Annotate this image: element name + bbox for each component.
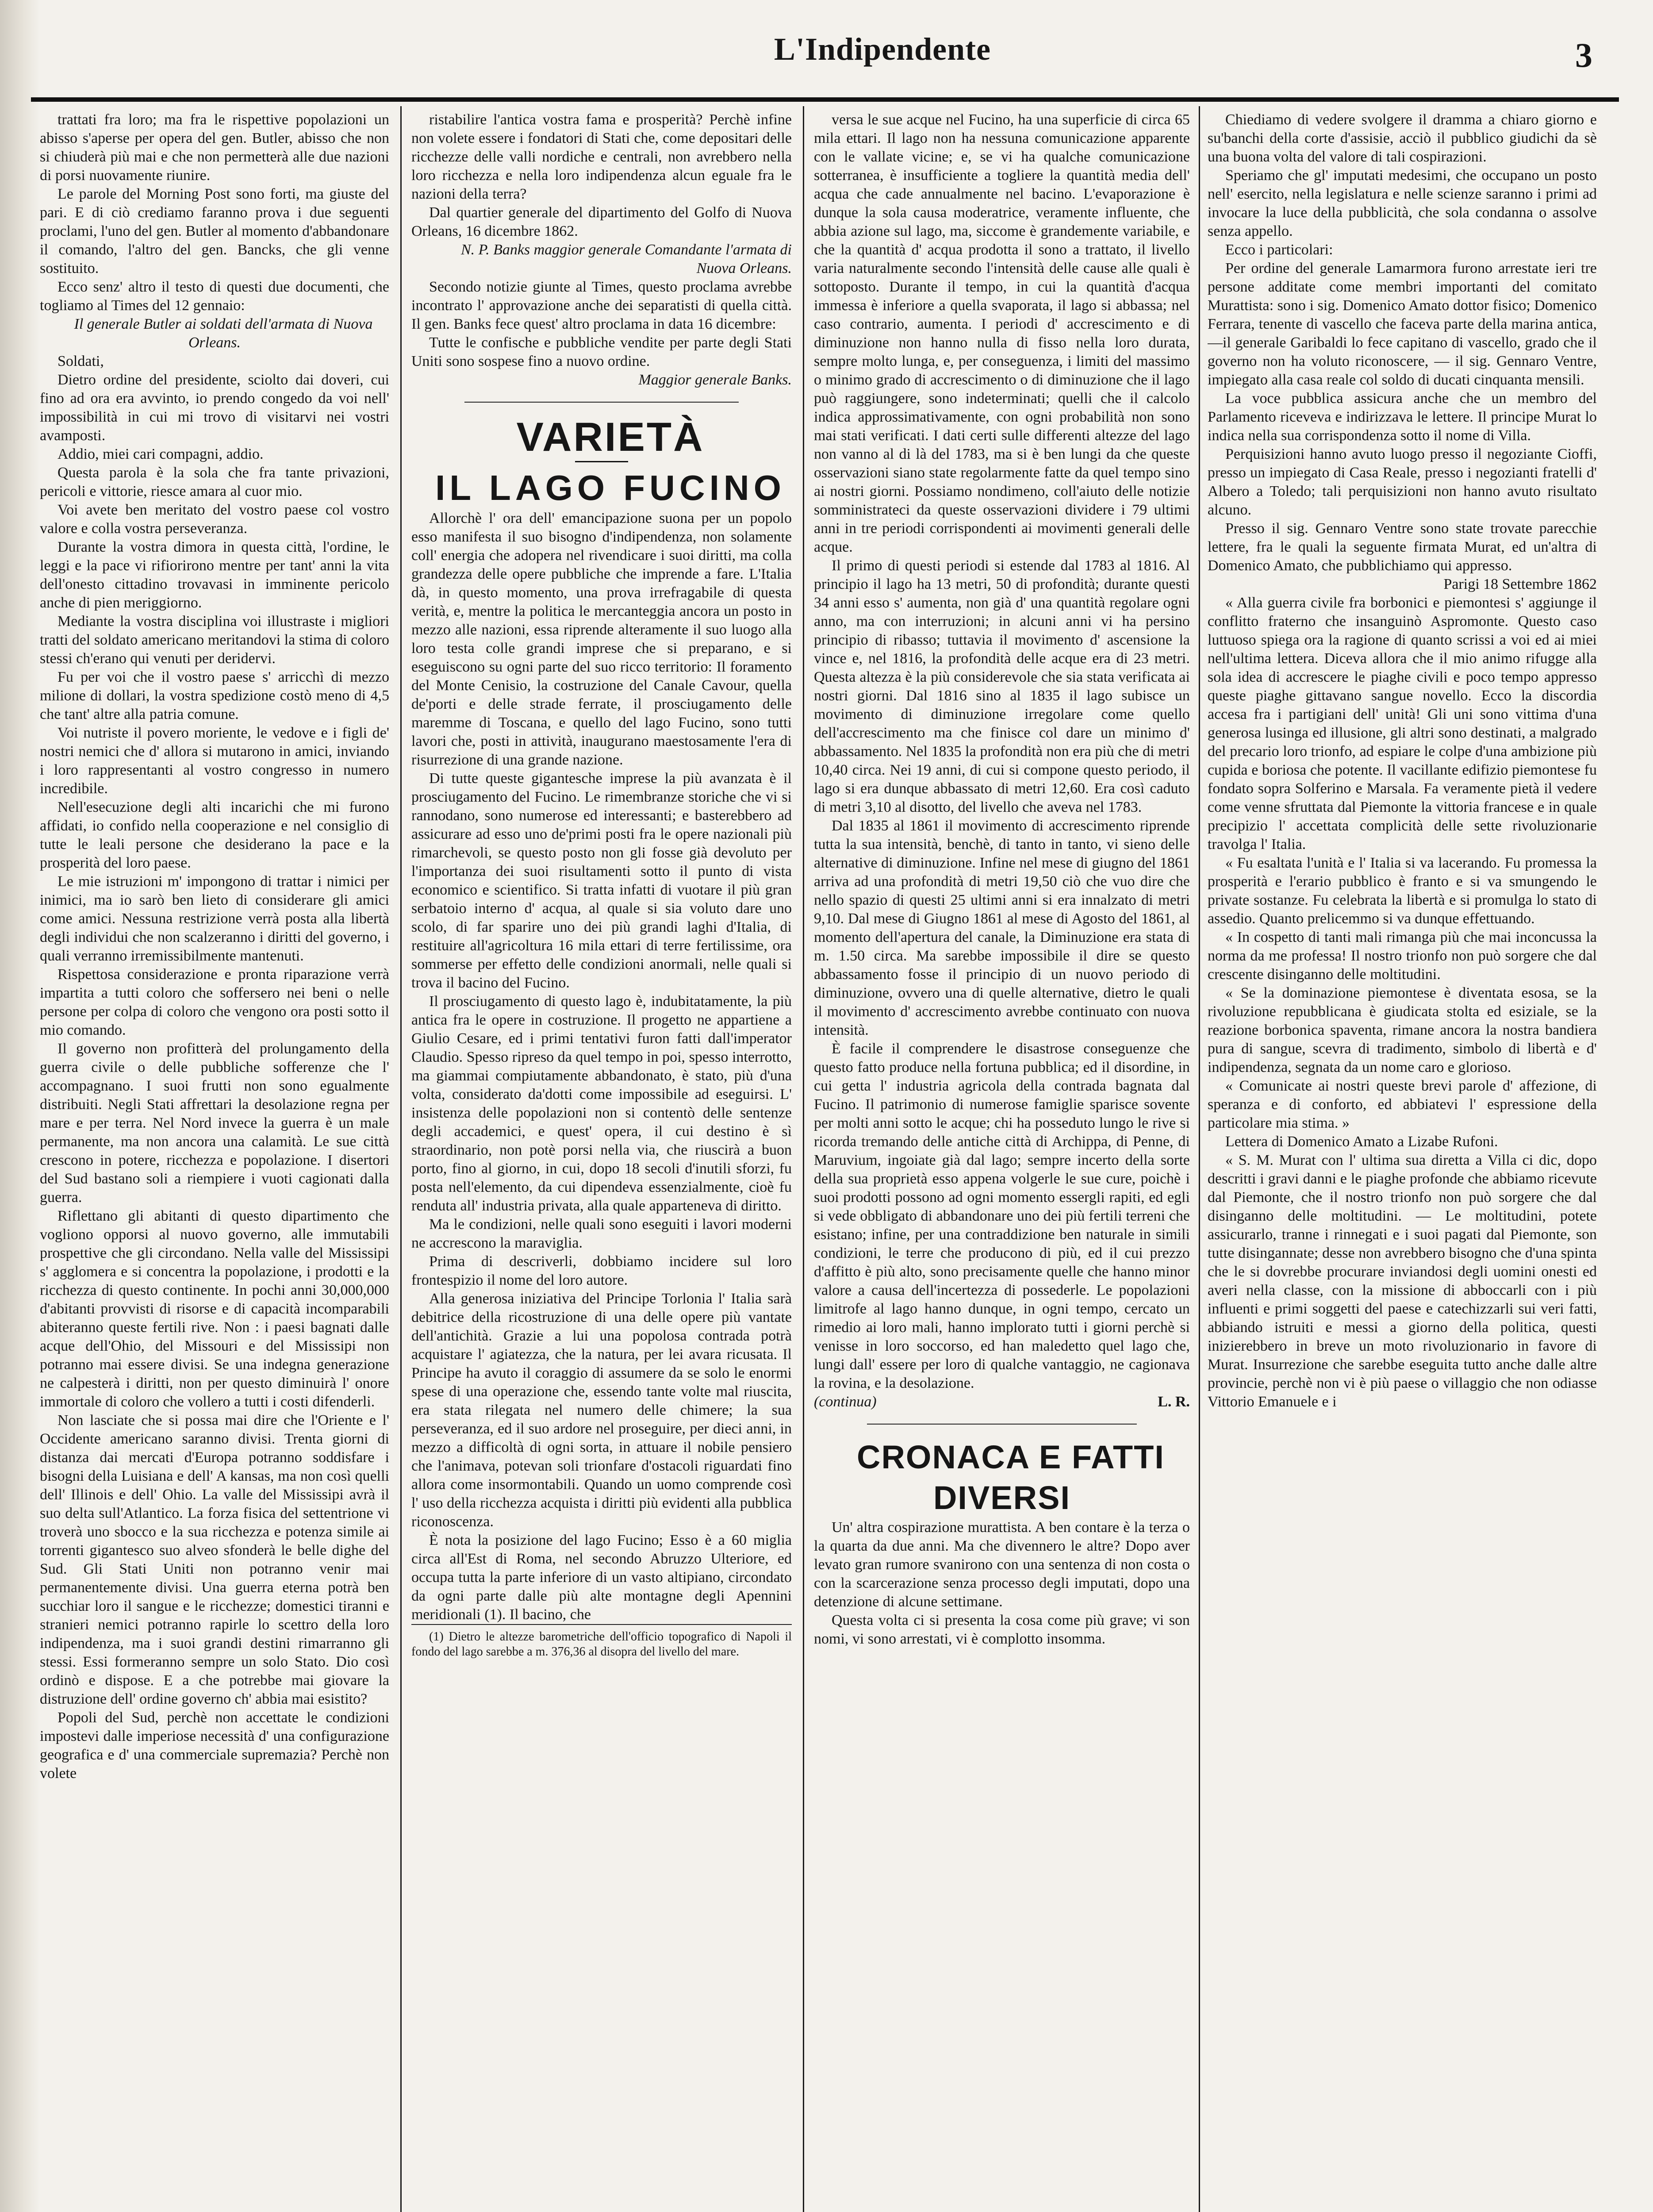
paragraph: Alla generosa iniziativa del Principe Torlonia l' Italia sarà debitrice della ricostruzione di una delle opere più vantate dell'antichità. Grazie a lui una popolosa contrada potrà acquistare l' agiatezza, che la natura, per lei avara ricusata. Il Principe ha avuto il coraggio di assumere da se solo le enormi spese di una operazione che, essendo tante volte mal riuscita, era stata rilegata nel numero delle chimere; la sua perseveranza, ed il suo ardore nel proseguire, per dieci anni, in mezzo a difficoltà di ogni sorta, in attuare il nobile pensiero che l'animava, potevan soli trionfare d'ostacoli riguardati fino allora come insormontabili. Quando un uomo comprende così l' uso della ricchezza acquista i diritti più evidenti alla pubblica riconoscenza. — [411, 1290, 792, 1530]
column-2 — [411, 111, 792, 2212]
paragraph: Dietro ordine del presidente, sciolto dai doveri, cui fino ad ora era avvinto, io prendo congedo da voi nell' impossibilità in cui mi trovo di visitarvi nei vostri avamposti. — [40, 372, 389, 444]
article-end — [814, 1393, 1190, 1411]
page-number: 3 — [1575, 36, 1592, 74]
paragraph: « Se la dominazione piemontese è diventata esosa, se la rivoluzione repubblicana è giudicata stolta ed esiziale, se la reazione borbonica spaventa, rimane ancora la nostra bandiera pura di sangue, scevra di tradimento, simbolo di libertà e d' indipendenza, segnata da un nome caro e glorioso. — [1208, 985, 1597, 1075]
paragraph: È facile il comprendere le disastrose conseguenze che questo fatto produce nella fortuna pubblica; ed il disordine, in cui getta l' industria agricola della contrada bagnata dal Fucino. Il patrimonio di numerose famiglie sparisce sovente per molti anni sotto le acque; chi ha posseduto lungo le rive si ricorda tremando delle antiche città di Archippa, di Penne, di Maruvium, ingoiate già dal lago; sempre incerto della sorte della sua proprietà esso appena volgerle le sue cure, poichè i suoi prodotti possono ad ogni momento essergli rapiti, ed egli si vede obbligato di abbandonare uno dei più fertili terreni che esistano; infine, per una contraddizione ben naturale in simili condizioni, le terre che producono di più, ed il cui prezzo d'affitto è più alto, sono precisamente quelle che hanno minor valore a causa dell'incertezza di possederle. Le popolazioni limitrofe al lago hanno dunque, in ogni tempo, cercato un rimedio ai loro mali, hanno implorato tutti i giorni perchè si venisse in loro soccorso, ed han maledetto quel lago che, lungi dall' essere per loro di qualche vantaggio, ne cagionava la rovina, e la desolazione. — [814, 1041, 1190, 1391]
paragraph: È nota la posizione del lago Fucino; Esso è a 60 miglia circa all'Est di Roma, nel secondo Abruzzo Ulteriore, ed occupa tutta la parte inferiore di un vasto altipiano, circondato da ogni parte dalle più alte montagne degli Apennini meridionali (1). Il bacino, che — [411, 1532, 792, 1623]
section-rule — [464, 402, 739, 403]
signature: N. P. Banks maggior generale Comandante l'armata di Nuova Orleans. — [461, 242, 792, 276]
paragraph: Addio, miei cari compagni, addio. — [58, 446, 264, 462]
section-heading-varieta: VARIETÀ — [516, 415, 705, 460]
paragraph: Lettera di Domenico Amato a Lizabe Rufoni. — [1225, 1133, 1498, 1150]
paragraph: Per ordine del generale Lamarmora furono arrestate ieri tre persone additate come membri importanti del comitato Murattista: sono i sig. Domenico Amato dottor fisico; Domenico Ferrara, tenente di vascello che faceva parte della marina antica,—il generale Garibaldi lo fece capitano di vascello, grado che il governo non ha voluto riconoscere, — il sig. Gennaro Ventre, impiegato alla casa reale col soldo di ducati cinquanta mensili. — [1208, 260, 1597, 388]
paragraph: « In cospetto di tanti mali rimanga più che mai inconcussa la norma da me professa! Il nostro trionfo non può sorgere che dal crescente disinganno delle moltitudini. — [1208, 929, 1597, 983]
paragraph: Speriamo che gl' imputati medesimi, che occupano un posto nell' esercito, nella legislatura e nelle scienze saranno i primi ad invocare la luce della pubblicità, che sola condanna o assolve senza appello. — [1208, 167, 1597, 239]
paragraph: Rispettosa considerazione e pronta riparazione verrà impartita a tutti coloro che soffersero nei beni o nelle persone per colpa di coloro che vengono ora posti sotto il mio comando. — [40, 966, 389, 1038]
paragraph: Il primo di questi periodi si estende dal 1783 al 1816. Al principio il lago ha 13 metri, 50 di profondità; durante questi 34 anni esso s' aumenta, non già d' una quantità regolare ogni anno, ma con interruzioni; in alcuni anni vi ha persino principio di ribasso; tuttavia il movimento d' ascensione la vince e, nel 1816, la profondità delle acque era di 23 metri. Questa altezza è la più considerevole che sia stata verificata ai nostri giorni. Dal 1816 sino al 1835 il lago subisce un movimento di diminuzione irregolare come quello dell'accrescimento ma che finisce col dare un minimo d' abbassamento. Nel 1835 la profondità non era più che di metri 10,40 circa. Nei 19 anni, di cui si compone questo periodo, il lago si era dunque abbassato di metri 12,60. Era così caduto di metri 3,10 al disotto, del livello che aveva nel 1783. — [814, 557, 1190, 815]
paragraph: Questa parola è la sola che fra tante privazioni, pericoli e vittorie, riesce amara al cuor mio. — [40, 465, 389, 499]
paragraph: versa le sue acque nel Fucino, ha una superficie di circa 65 mila ettari. Il lago non ha nessuna comunicazione apparente con le vallate vicine; e, se vi ha qualche comunicazione sotterranea, è insufficiente a togliere la quantità media dell' acqua che cade annualmente nel bacino. L'evaporazione è dunque la sola causa moderatrice, veramente influente, che abbia azione sul lago, ma, siccome è grandemente variabile, e che la quantità d' acqua prodotta il sono a trattato, il livello varia naturalmente secondo l'intensità delle cause alle quali è sottoposto. Durante il tempo, in cui la quantità d'acqua immessa è inferiore a quella svaporata, il lago si abbassa; nel caso contrario, aumenta. I periodi d' accrescimento e di diminuzione non hanno nulla di fisso nella loro durata, sempre molto lunga, e, per conseguenza, i limiti del massimo o minimo grado di accrescimento o di diminuzione che il lago può raggiungere, sono indeterminati; quelli che il calcolo indica approssimativamente, con ogni probabilità non sono mai stati verificati. I dati certi sulle differenti altezze del lago non vanno al di là del 1783, ma si è ben lungi da che queste osservazioni siano state regolarmente fatte da quel tempo sino ai nostri giorni. Possiamo nondimeno, coll'aiuto delle notizie somministrateci da queste osservazioni dividere i 79 ultimi anni in tre periodi corrispondenti ai movimenti generali delle acque. — [814, 111, 1190, 555]
paragraph: Secondo notizie giunte al Times, questo proclama avrebbe incontrato l' approvazione anche dei separatisti di quella città. Il gen. Banks fece quest' altro proclama in data 16 dicembre: — [411, 279, 792, 332]
paragraph: « Comunicate ai nostri queste brevi parole d' affezione, di speranza e di conforto, ed abbiatevi l' espressione della particolare mia stima. » — [1208, 1078, 1597, 1131]
paragraph: Le mie istruzioni m' impongono di trattar i nimici per inimici, ma io sarò ben lieto di considerare gli amici come amici. Nessuna restrizione verrà posta alla libertà degli individui che non scalzeranno i diritti del governo, i quali verranno irremissibilmente mantenuti. — [40, 873, 389, 964]
paragraph: Le parole del Morning Post sono forti, ma giuste del pari. E di ciò crediamo faranno prova i due seguenti proclami, l'uno del gen. Butler al momento d'abbandonare il comando, l'altro del gen. Bancks, che gli venne sostituito. — [40, 186, 389, 276]
paragraph: Perquisizioni hanno avuto luogo presso il negoziante Cioffi, presso un impiegato di Casa Reale, presso i negozianti fratelli d' Albero a Toledo; tali perquisizioni non hanno avuto risultato alcuno. — [1208, 446, 1597, 518]
binding-edge — [0, 0, 40, 2212]
paragraph: Voi nutriste il povero moriente, le vedove e i figli de' nostri nemici che d' allora si mutarono in amici, inviando i loro rappresentanti al vostro congresso in numero incredibile. — [40, 725, 389, 797]
paragraph: Allorchè l' ora dell' emancipazione suona per un popolo esso manifesta il suo bisogno d'indipendenza, non solamente coll' energia che adopera nel rivendicare i suoi diritti, ma colla grandezza delle opere pubbliche che imprende a fare. L'Italia dà, in questo momento, una prova irrefragabile di questa verità, e, mentre la politica le mercanteggia ancora un posto in mezzo alle nazioni, essa riprende alteramente il suo luogo alla loro testa colle grandi imprese che si preparano, e si eseguiscono su ogni parte del suo ricco territorio: Il foramento del Monte Cenisio, la costruzione del Canale Cavour, quella de'porti e delle strade ferrate, il prosciugamento delle maremme di Toscana, e quello del lago Fucino, sono tutti lavori che, posti in attività, inaugurano maestosamente l'era di risurrezione di una grande nazione. — [411, 510, 792, 768]
paragraph: Tutte le confische e pubbliche vendite per parte degli Stati Uniti sono sospese fino a nuovo ordine. — [411, 334, 792, 369]
paragraph: Prima di descriverli, dobbiamo incidere sul loro frontespizio il nome del loro autore. — [411, 1253, 792, 1288]
paragraph: trattati fra loro; ma fra le rispettive popolazioni un abisso s'aperse per opera del gen. Butler, abisso che non si chiuderà più mai e che non permetterà alle due nazioni di porsi nuovamente riunire. — [40, 111, 389, 184]
paragraph: Dal 1835 al 1861 il movimento di accrescimento riprende tutta la sua intensità, benchè, di tanto in tanto, vi sieno delle alternative di diminuzione. Infine nel mese di giugno del 1861 arriva ad una profondità di metri 19,50 ciò che vuo dire che nello spazio di questi 25 ultimi anni si era innalzato di metri 9,10. Dal mese di Giugno 1861 al mese di Agosto del 1861, al momento dell'apertura del canale, la Diminuzione era stata di m. 1.50 circa. Ma sarebbe impossibile il dire se questo abbassamento fosse il principio di un nuovo periodo di diminuzione, ovvero una di quelle alternative, dietro le quali il movimento d' accrescimento avrebbe continuato con nuova intensità. — [814, 818, 1190, 1038]
section-heading-cronaca: CRONACA E FATTI DIVERSI — [857, 1439, 1165, 1516]
column-divider — [803, 106, 804, 2212]
paragraph: Il prosciugamento di questo lago è, indubitatamente, la più antica fra le opere in costruzione. Il progetto ne appartiene a Giulio Cesare, ed i primi tentativi furon fatti dall'imperator Claudio. Spesso ripreso da quel tempo in poi, spesso interrotto, ma giammai compiutamente abbandonato, è stato, più d'una volta, considerato da'dotti come impossibile ad eseguirsi. L' insistenza delle popolazioni non si contentò delle sentenze degli accademici, e quest' opera, il cui destino è sì straordinario, non potè porsi nella via, che riuscirà a buon porto, fino al giorno, in cui, dopo 18 secoli d'inutili sforzi, fu posta nell'elemento, da cui dipendeva essenzialmente, cioè fu renduta all' industria privata, alla quale apparteneva di diritto. — [411, 993, 792, 1214]
column-4 — [1208, 111, 1597, 2212]
signature: Maggior generale Banks. — [638, 372, 792, 388]
paragraph: « S. M. Murat con l' ultima sua diretta a Villa ci dic, dopo descritti i gravi danni e le piaghe profonde che abbiamo ricevute dal Piemonte, che il nostro trionfo non può sorgere che dal disinganno delle moltitudini. — Le moltitudini, potete assicurarlo, tranne i rinnegati e i suoi pagati dal Piemonte, son tutte disingannate; desse non avrebbero bisogno che d'una spinta che le si dovrebbe procurare inviandosi degli uomini onesti ed averi nella classe, con la missione di abboccarli con i più influenti e primi soggetti del paese e catechizzarli sui veri fatti, abbiando istruiti e messi a giorno della politica, questi inizierebbero in breve un moto rivoluzionario in favore di Murat. Insurrezione che sarebbe eseguita tutto anche dalle altre provincie, perchè non vi è più paese o villaggio che non odiasse Vittorio Emanuele e i — [1208, 1152, 1597, 1410]
masthead-title: L'Indipendente — [774, 31, 991, 67]
paragraph: Fu per voi che il vostro paese s' arricchì di mezzo milione di dollari, la vostra spedizione costò meno di 4,5 che tant' altre alla patria comune. — [40, 669, 389, 722]
footnote: (1) Dietro le altezze barometriche dell'officio topografico di Napoli il fondo del lago sarebbe a m. 376,36 al disopra del livello del mare. — [411, 1624, 792, 1659]
paragraph: Popoli del Sud, perchè non accettate le condizioni impostevi dalle imperiose necessità d' una configurazione geografica e d' una commerciale supremazia? Perchè non volete — [40, 1709, 389, 1782]
paragraph: ristabilire l'antica vostra fama e prosperità? Perchè infine non volete essere i fondatori di Stati che, come depositari delle ricchezze delle valli nordiche e centrali, non avrebbero nella loro ricchezza e nella loro indipendenza alcun eguale fra le nazioni della terra? — [411, 111, 792, 202]
paragraph: Dal quartier generale del dipartimento del Golfo di Nuova Orleans, 16 dicembre 1862. — [411, 204, 792, 239]
paragraph: Chiediamo di vedere svolgere il dramma a chiaro giorno e su'banchi della corte d'assisie, acciò il pubblico giudichi da sè una buona volta del valore di tali cospirazioni. — [1208, 111, 1597, 165]
column-divider — [400, 106, 402, 2212]
paragraph: Nell'esecuzione degli alti incarichi che mi furono affidati, io confido nella cooperazione e nel consiglio di tutte le leali persone che desiderano la pace e la prosperità del loro paese. — [40, 799, 389, 871]
page-header — [146, 27, 1619, 80]
paragraph: Ma le condizioni, nelle quali sono eseguiti i lavori moderni ne accrescono la maraviglia. — [411, 1216, 792, 1251]
paragraph: Voi avete ben meritato del vostro paese col vostro valore e colla vostra perseveranza. — [40, 502, 389, 537]
paragraph: La voce pubblica assicura anche che un membro del Parlamento riceveva e indirizzava le lettere. Il principe Murat lo indica nella sua corrispondenza sotto il nome di Villa. — [1208, 390, 1597, 444]
header-rule — [31, 97, 1619, 102]
heading-underline — [575, 461, 628, 462]
proclamation-title: Il generale Butler ai soldati dell'armata di Nuova Orleans. — [74, 316, 373, 351]
paragraph: Non lasciate che si possa mai dire che l'Oriente e l' Occidente americano saranno divisi. Trenta giorni di distanza dai mercati d'Europa potranno soddisfare i bisogni della Luisiana e dell' A kansas, ma non così quelli dell' Illinois e dell' Ohio. La valle del Mississipi avrà il suo delta sull'Atlantico. La forza fisica del settentrione vi troverà uno sbocco e la sua ricchezza e potenza simile ai torrenti gigantesco suo alveo sfonderà le belle dighe del Sud. Gli Stati Uniti non potranno venir mai permanentemente divisi. Una guerra eterna potrà ben succhiar loro il sangue e le ricchezze; domestici tiranni e stranieri nemici potranno rapirle lo scettro della loro indipendenza, ma i suoi grandi destini rimarranno gli stessi. Essi formeranno sempre un solo Stato. Dio così ordinò e dispose. E a che potrebbe mai giovare la distruzione dell' ordine governo ch' abbia mai esistito? — [40, 1412, 389, 1707]
section-rule — [867, 1424, 1137, 1425]
paragraph: Ecco i particolari: — [1225, 242, 1333, 258]
column-divider — [1199, 106, 1200, 2212]
column-1 — [40, 111, 389, 2212]
author-initials: L. R. — [1158, 1394, 1190, 1410]
paragraph: Durante la vostra dimora in questa città, l'ordine, le leggi e la pace vi rifiorirono mentre per tant' anni la vita dell'onesto cittadino trovavasi in imminente pericolo anche di pien meriggiorno. — [40, 539, 389, 611]
paragraph: Ecco senz' altro il testo di questi due documenti, che togliamo al Times del 12 gennaio: — [40, 279, 389, 314]
paragraph: « Alla guerra civile fra borbonici e piemontesi s' aggiunge il conflitto fraterno che insanguinò Aspromonte. Questo caso luttuoso spiega ora la ragione di quanto scrissi a voi ed ai miei nell'ultima lettera. Diceva allora che il mio animo rifugge alla sola idea di accrescere le piaghe civili e poco tempo appresso queste piaghe gittavano sangue novello. Ecco la discordia accesa fra i partigiani dell' unità! Gli uni sono vittima d'una generosa lusinga ed illusione, gli altri sono destinati, a malgrado del precario loro trionfo, ad espiare le colpe d'una ambizione più cupida e boriosa che potente. Il vacillante edifizio piemontese fu fondato sopra Solferino e Marsala. Fa veramente pietà il vedere come venne sfruttata dal Piemonte la vittoria francese e in quale precipizio l' accettata complicità delle sette rivoluzionarie travolga l' Italia. — [1208, 595, 1597, 853]
paragraph: Mediante la vostra disciplina voi illustraste i migliori tratti del soldato americano meritandovi la stima di coloro stessi ch'erano qui venuti per deridervi. — [40, 613, 389, 667]
paragraph: Questa volta ci si presenta la cosa come più grave; vi son nomi, vi sono arrestati, vi è complotto insomma. — [814, 1612, 1190, 1647]
article-heading-lago-fucino: IL LAGO FUCINO — [435, 468, 786, 507]
salutation: Soldati, — [58, 353, 104, 369]
continua-label: (continua) — [814, 1394, 877, 1410]
column-3 — [814, 111, 1190, 2212]
paragraph: Il governo non profitterà del prolungamento della guerra civile o delle pubbliche sofferenze che l' accompagnano. I suoi frutti non sono egualmente distribuiti. Negli Stati affrettari la desolazione regna per mare e per terra. Nel Nord invece la guerra è un male permanente, ma non ancora una calamità. Le sue città crescono in potere, ricchezza e popolazione. I disertori del Sud bastano soli a riempiere i vuoti cagionati dalla guerra. — [40, 1041, 389, 1206]
paragraph: Riflettano gli abitanti di questo dipartimento che vogliono opporsi al nuovo governo, alle immutabili prospettive che gli circondano. Nella valle del Mississipi s' agglomera e si concentra la popolazione, i prodotti e la ricchezza di questo continente. In pochi anni 30,000,000 d'abitanti provvisti di risorse e di capacità incomparabili abiteranno queste fertili rive. Non : i paesi bagnati dalle acque dell'Ohio, del Missouri e del Mississipi non potranno mai essere divisi. Se una indegna generazione ne calpesterà i diritti, non per questo diminuirà l' onore immortale di coloro che vollero a tutti i costi difenderli. — [40, 1208, 389, 1410]
paragraph: Presso il sig. Gennaro Ventre sono state trovate parecchie lettere, fra le quali la seguente firmata Murat, ed un'altra di Domenico Amato, che pubblichiamo qui appresso. — [1208, 520, 1597, 574]
letter-dateline: Parigi 18 Settembre 1862 — [1443, 576, 1597, 592]
paragraph: « Fu esaltata l'unità e l' Italia si va lacerando. Fu promessa la prosperità e l'erario pubblico è franto e si va smungendo le private sostanze. Fu celebrata la libertà e si promulga lo stato di assedio. Quanto prelicemmo si va dunque effettuando. — [1208, 855, 1597, 927]
paragraph: Di tutte queste gigantesche imprese la più avanzata è il prosciugamento del Fucino. Le rimembranze storiche che vi si rannodano, sono numerose ed interessanti; e basterebbero ad assicurare ad esso uno de'primi posti fra le opere nazionali più rimarchevoli, se questo posto non gli fosse già devoluto per l'importanza dei suoi risultamenti sotto il punto di vista economico e scientifico. Si tratta infatti di vuotare il più gran serbatoio interno d' acqua, al quale si sia voluto dare uno scolo, di far sparire uno dei più grandi laghi d'Italia, di restituire all'agricoltura 16 mila ettari di terre fertilissime, ora sommerse per effetto delle condizioni anormali, nelle quali si trova il bacino del Fucino. — [411, 770, 792, 991]
paragraph: Un' altra cospirazione murattista. A ben contare è la terza o la quarta da due anni. Ma che divennero le altre? Dopo aver levato gran rumore svanirono con una sentenza di non costa o con la scarcerazione senza processo degli imputati, dopo una detenzione di alcune settimane. — [814, 1519, 1190, 1610]
